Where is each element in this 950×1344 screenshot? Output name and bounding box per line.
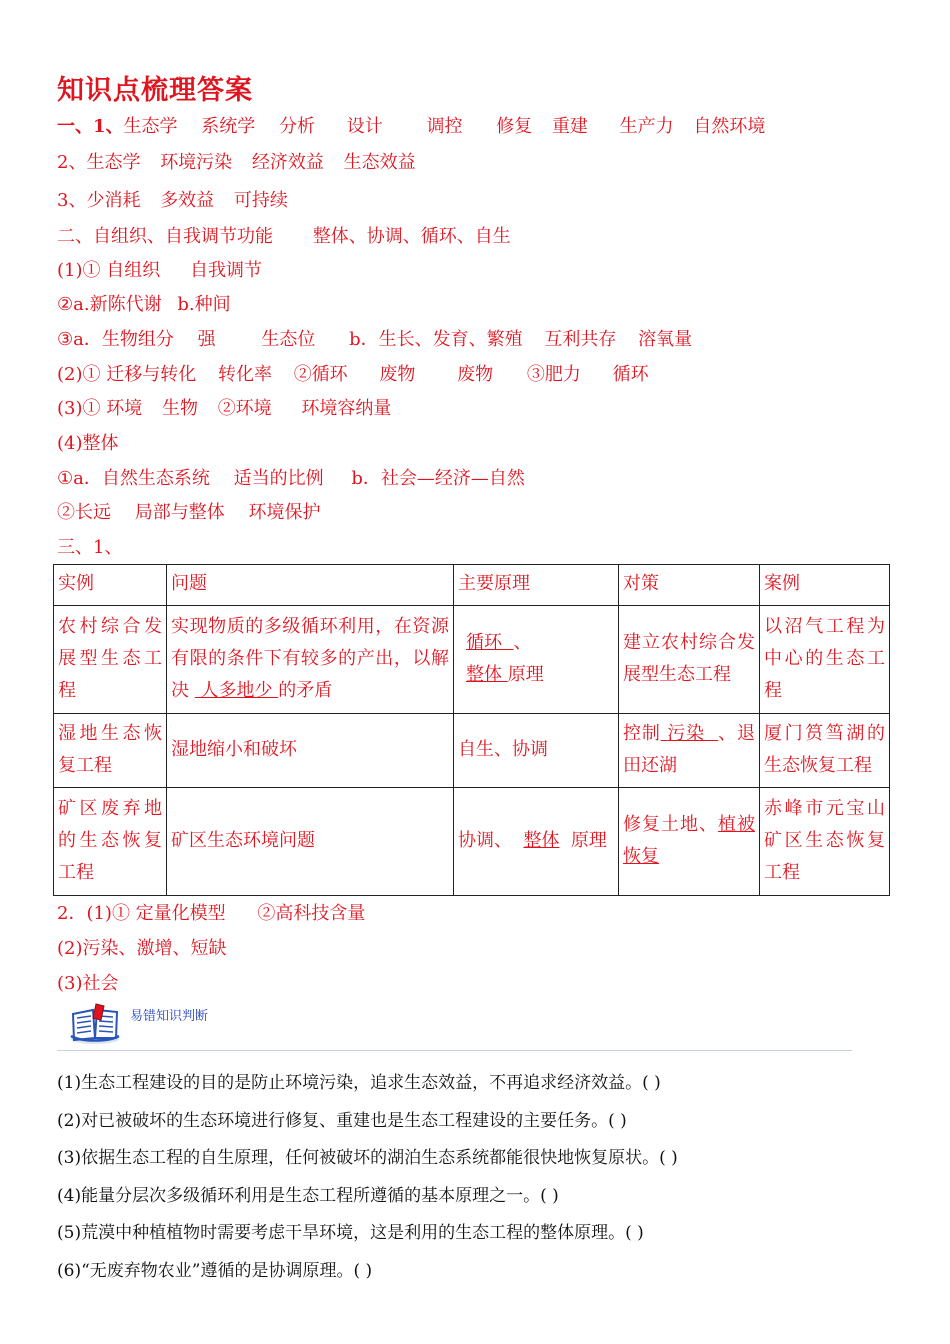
answer: b.种间 [177,294,231,315]
answer: 2．(1)① 定量化模型 [57,903,226,924]
table-cell: 以沼气工程为中心的生态工程 [760,606,890,714]
sec3-p3: (2)污染、激增、短缺 [57,938,227,959]
answer: 生态学 [123,116,178,137]
table-header: 案例 [760,565,890,606]
answer: 2、生态学 [57,152,141,173]
table-cell [454,788,619,896]
table-cell: 厦门筼筜湖的生态恢复工程 [760,714,890,788]
cell-text: 原理 [507,663,544,685]
table-cell [167,606,454,714]
cell-text: 、 [513,631,532,653]
cell-text: 协调、 [458,829,512,851]
cell-text: 修复土地、 [623,813,718,835]
judgment-item: (5)荒漠中种植植物时需要考虑干旱环境，这是利用的生态工程的整体原理。( ) [57,1223,644,1243]
answer: (1)① 自组织 [57,260,161,281]
table-cell: 建立农村综合发展型生态工程 [619,606,760,714]
answer: 强 [197,329,216,350]
answer: 修复 [496,116,533,137]
answer: 局部与整体 [134,502,225,523]
sec3-p2 [57,899,365,925]
answer: (2)① 迁移与转化 [57,364,197,385]
answer: ②环境 [217,398,272,419]
sec2-p2 [57,290,231,316]
table-cell [619,714,760,788]
blank-text: 整体 [523,829,560,851]
table-cell [619,788,760,896]
answer-blank [661,723,718,744]
table-row [54,606,890,714]
answer: 生产力 [619,116,674,137]
judgment-item: (2)对已被破坏的生态环境进行修复、重建也是生态工程建设的主要任务。( ) [57,1111,627,1131]
answer: 自然环境 [693,116,766,137]
table-cell: 自生、协调 [454,714,619,788]
answer: 重建 [551,116,588,137]
judgment-item: (6)“无废弃物农业”遵循的是协调原理。( ) [57,1261,373,1281]
answer: 互利共存 [544,329,617,350]
answer: ②循环 [293,364,348,385]
section-divider [57,1050,852,1051]
answer: 可持续 [233,190,288,211]
answer: 废物 [457,364,494,385]
answer: 经济效益 [251,152,324,173]
sec2-p8 [57,498,320,524]
sec2-p1 [57,256,262,282]
answer: 生态位 [261,329,316,350]
sec2-p6 [57,429,119,455]
sec3-p4: (3)社会 [57,973,119,994]
answer: 循环 [612,364,649,385]
answer: b．生长、发育、繁殖 [349,329,523,350]
answer: 设计 [346,116,383,137]
cell-text: 的矛盾 [278,679,333,701]
judgment-item: (3)依据生态工程的自生原理，任何被破坏的湖泊生态系统都能很快地恢复原状。( ) [57,1148,678,1168]
answer-blank [195,680,278,701]
sec2-p3 [57,325,692,351]
answer: 分析 [279,116,315,137]
table-header: 主要原理 [454,565,619,606]
sec1-line3 [57,186,288,212]
answer: 整体、协调、循环、自生 [312,226,511,247]
table-cell: 赤峰市元宝山矿区生态恢复工程 [760,788,890,896]
answer: 适当的比例 [233,468,324,489]
answer: ②高科技含量 [257,903,366,924]
table-header: 实例 [54,565,167,606]
sec2-head [57,222,511,248]
sec3-head: 三、1、 [57,537,123,558]
judgment-item: (1)生态工程建设的目的是防止环境污染，追求生态效益，不再追求经济效益。( ) [57,1073,661,1093]
cell-text: 实现物质的多级循环利用，在资源有限的条件下有较多的产出，以解决 [171,615,449,701]
answer: ①a．自然生态系统 [57,468,210,489]
table-header: 问题 [167,565,454,606]
table-cell: 矿区废弃地的生态恢复工程 [54,788,167,896]
answer: ③a．生物组分 [57,329,174,350]
cell-text: 、退田还湖 [623,722,755,776]
table-cell: 湿地生态恢复工程 [54,714,167,788]
judgment-section-label: 易错知识判断 [130,1009,209,1024]
sec1-line1 [57,112,765,138]
answer: 环境容纳量 [301,398,392,419]
sec1-num: 一、1、 [57,116,124,137]
answer: 二、自组织、自我调节功能 [57,226,273,247]
answer: 生态效益 [343,152,416,173]
blank-text: 植被恢复 [623,813,755,867]
sec2-p5 [57,394,391,420]
answer: 多效益 [160,190,215,211]
table-cell: 农村综合发展型生态工程 [54,606,167,714]
ecological-engineering-table [53,564,890,896]
answer: 溶氧量 [638,329,693,350]
table-row [54,788,890,896]
table-cell: 湿地缩小和破坏 [167,714,454,788]
answer: ②长远 [57,502,111,523]
sec2-p7 [57,464,525,490]
blank-text: 污染 [667,722,705,744]
judgment-item: (4)能量分层次多级循环利用是生态工程所遵循的基本原理之一。( ) [57,1186,559,1206]
answer: 转化率 [217,364,272,385]
sec2-p4 [57,360,649,386]
blank-text: 循环 [466,631,502,653]
answer: b．社会—经济—自然 [351,468,525,489]
answer: 调控 [426,116,463,137]
table-cell: 矿区生态环境问题 [167,788,454,896]
page-title: 知识点梳理答案 [57,75,253,106]
answer: 环境保护 [248,502,321,523]
table-header-row [54,565,890,606]
open-book-icon [69,1002,121,1046]
table-header: 对策 [619,565,760,606]
answer: 生物 [161,398,198,419]
answer: (3)① 环境 [57,398,143,419]
answer: 3、少消耗 [57,190,141,211]
answer: 自我调节 [189,260,262,281]
sec1-line2 [57,148,416,174]
cell-text: 原理 [570,829,607,851]
answer: ③肥力 [526,364,581,385]
answer: 系统学 [201,116,256,137]
table-cell [454,606,619,714]
cell-text: 控制 [623,722,661,744]
answer: 环境污染 [160,152,233,173]
table-row [54,714,890,788]
blank-text: 整体 [466,663,502,685]
answer: 废物 [379,364,416,385]
answer: ②a.新陈代谢 [57,294,162,315]
blank-text: 人多地少 [200,679,273,701]
answer: (4)整体 [57,433,119,454]
answer-blank [523,830,559,851]
answer-blank [466,664,508,685]
answer-blank [466,632,513,653]
